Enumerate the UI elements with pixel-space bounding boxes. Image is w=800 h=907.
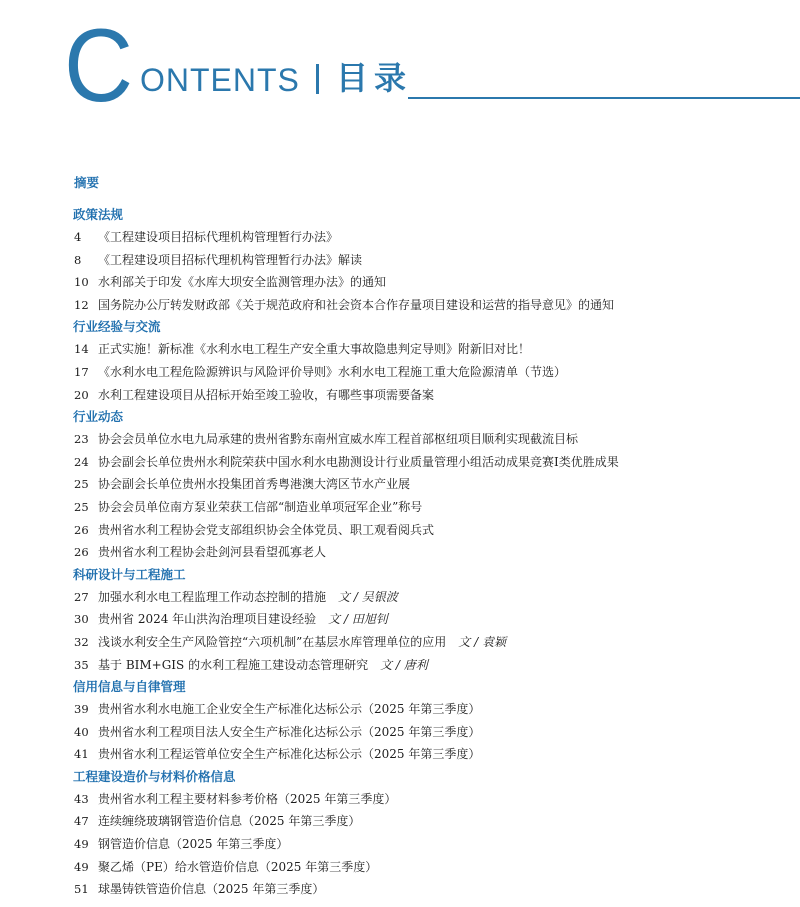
toc-page-number: 27 (74, 589, 89, 604)
toc-entry-title: 《水利水电工程危险源辨识与风险评价导则》水利水电工程施工重大危险源清单（节选） (98, 364, 567, 379)
toc-entry[interactable] (74, 338, 774, 361)
toc-entry[interactable] (74, 361, 774, 384)
toc-entry[interactable] (74, 608, 774, 631)
toc-entry-title: 《工程建设项目招标代理机构管理暂行办法》解读 (98, 252, 363, 267)
toc-page-number: 49 (74, 837, 89, 852)
toc-entry[interactable] (74, 833, 774, 856)
toc-entry[interactable] (74, 541, 774, 564)
toc-entry-author: 文 / 袁颖 (458, 634, 506, 649)
toc-entry-title: 贵州省水利工程协会党支部组织协会全体党员、职工观看阅兵式 (98, 522, 435, 537)
toc-page-number: 49 (74, 859, 89, 874)
toc-entry-title: 连续缠绕玻璃钢管造价信息（2025 年第三季度） (98, 814, 361, 829)
toc-entry-title: 贵州省水利工程运管单位安全生产标准化达标公示（2025 年第三季度） (98, 747, 481, 762)
toc-entry[interactable] (74, 473, 774, 496)
toc-entry[interactable] (74, 743, 774, 766)
toc-page-number: 25 (74, 499, 89, 514)
toc-entry-title: 聚乙烯（PE）给水管造价信息（2025 年第三季度） (98, 859, 378, 874)
toc-entry-title: 水利工程建设项目从招标开始至竣工验收，有哪些事项需要备案 (98, 387, 435, 402)
toc-entry[interactable] (74, 249, 774, 272)
toc-page-number: 25 (74, 477, 89, 492)
toc-entry-title: 贵州省 2024 年山洪沟治理项目建设经验 (98, 612, 317, 627)
toc-entry-author: 文 / 吴银波 (338, 589, 398, 604)
toc-entry[interactable] (74, 788, 774, 811)
header-rule (408, 97, 800, 99)
toc-entry-author: 文 / 唐利 (380, 657, 428, 672)
toc-entry[interactable] (74, 451, 774, 474)
abstract-label[interactable]: 摘要 (74, 175, 100, 190)
header-divider-bar (316, 64, 319, 94)
toc-page-number: 24 (74, 454, 89, 469)
toc-entry-title: 球墨铸铁管造价信息（2025 年第三季度） (98, 882, 325, 897)
toc-entry-title: 贵州省水利工程主要材料参考价格（2025 年第三季度） (98, 791, 397, 806)
toc-page-number: 14 (74, 342, 89, 357)
toc-page-number: 39 (74, 702, 89, 717)
toc-page-number: 23 (74, 432, 89, 447)
toc-entry[interactable] (74, 631, 774, 654)
toc-page-number: 4 (74, 230, 82, 244)
toc-page-number: 35 (74, 657, 89, 672)
toc-entry[interactable] (74, 226, 774, 249)
toc-entry-title: 协会副会长单位贵州水利院荣获中国水利水电勘测设计行业质量管理小组活动成果竞赛Ⅰ类优胜成果 (98, 454, 619, 469)
contents-header (0, 0, 800, 130)
toc-page-number: 47 (74, 814, 89, 829)
section-title: 行业动态 (73, 409, 124, 425)
toc-entry[interactable] (74, 698, 774, 721)
toc-entry-title: 加强水利水电工程监理工作动态控制的措施 (98, 589, 327, 604)
toc-entry-title: 贵州省水利工程项目法人安全生产标准化达标公示（2025 年第三季度） (98, 724, 481, 739)
toc-entry-title: 协会会员单位南方泵业荣获工信部“制造业单项冠军企业”称号 (98, 499, 423, 514)
toc-entry[interactable] (74, 810, 774, 833)
contents-big-letter: C (64, 8, 134, 124)
section-title: 信用信息与自律管理 (73, 679, 186, 695)
toc-entry[interactable] (74, 878, 774, 901)
toc-page-number: 10 (74, 275, 89, 290)
toc-entry-title: 钢管造价信息（2025 年第三季度） (98, 837, 289, 852)
section-title: 行业经验与交流 (73, 319, 161, 335)
toc-entry-title: 贵州省水利水电施工企业安全生产标准化达标公示（2025 年第三季度） (98, 702, 481, 717)
table-of-contents (74, 172, 774, 901)
toc-entry[interactable] (74, 654, 774, 677)
toc-entry[interactable] (74, 496, 774, 519)
toc-entry[interactable] (74, 519, 774, 542)
toc-entry-title: 贵州省水利工程协会赴剑河县看望孤寡老人 (98, 545, 327, 560)
toc-entry-title: 水利部关于印发《水库大坝安全监测管理办法》的通知 (98, 275, 387, 290)
toc-page-number: 17 (74, 364, 89, 379)
section-title: 科研设计与工程施工 (73, 566, 186, 582)
toc-entry-title: 协会会员单位水电九局承建的贵州省黔东南州宣威水库工程首部枢纽项目顺利实现截流目标 (98, 432, 579, 447)
toc-entry-title: 浅谈水利安全生产风险管控“六项机制”在基层水库管理单位的应用 (98, 634, 447, 649)
toc-entry-title: 正式实施！新标准《水利水电工程生产安全重大事故隐患判定导则》附新旧对比！ (98, 342, 531, 357)
toc-entry[interactable] (74, 856, 774, 879)
toc-page-number: 20 (74, 387, 89, 402)
toc-page-number: 26 (74, 545, 89, 560)
section-title: 政策法规 (73, 207, 124, 222)
toc-entry[interactable] (74, 586, 774, 609)
toc-entry-author: 文 / 田旭钊 (328, 612, 388, 627)
toc-page-number: 41 (74, 747, 89, 762)
toc-entry-title: 国务院办公厅转发财政部《关于规范政府和社会资本合作存量项目建设和运营的指导意见》的通知 (98, 297, 615, 312)
contents-chinese-title: 目录 (336, 59, 413, 97)
toc-page-number: 40 (74, 724, 89, 739)
toc-page-number: 32 (74, 634, 89, 649)
toc-page-number: 51 (74, 882, 89, 897)
toc-entry[interactable] (74, 294, 774, 317)
toc-page-number: 30 (74, 612, 89, 627)
toc-page-number: 8 (74, 252, 82, 267)
toc-entry-title: 协会副会长单位贵州水投集团首秀粤港澳大湾区节水产业展 (98, 477, 411, 492)
contents-word: ONTENTS (140, 62, 300, 98)
toc-entry[interactable] (74, 271, 774, 294)
toc-page-number: 12 (74, 297, 89, 312)
toc-entry[interactable] (74, 384, 774, 407)
toc-entry[interactable] (74, 428, 774, 451)
toc-entry-title: 《工程建设项目招标代理机构管理暂行办法》 (98, 230, 339, 244)
toc-page-number: 26 (74, 522, 89, 537)
toc-page-number: 43 (74, 791, 89, 806)
toc-entry[interactable] (74, 721, 774, 744)
section-title: 工程建设造价与材料价格信息 (73, 768, 236, 784)
toc-entry-title: 基于 BIM+GIS 的水利工程施工建设动态管理研究 (98, 657, 369, 672)
